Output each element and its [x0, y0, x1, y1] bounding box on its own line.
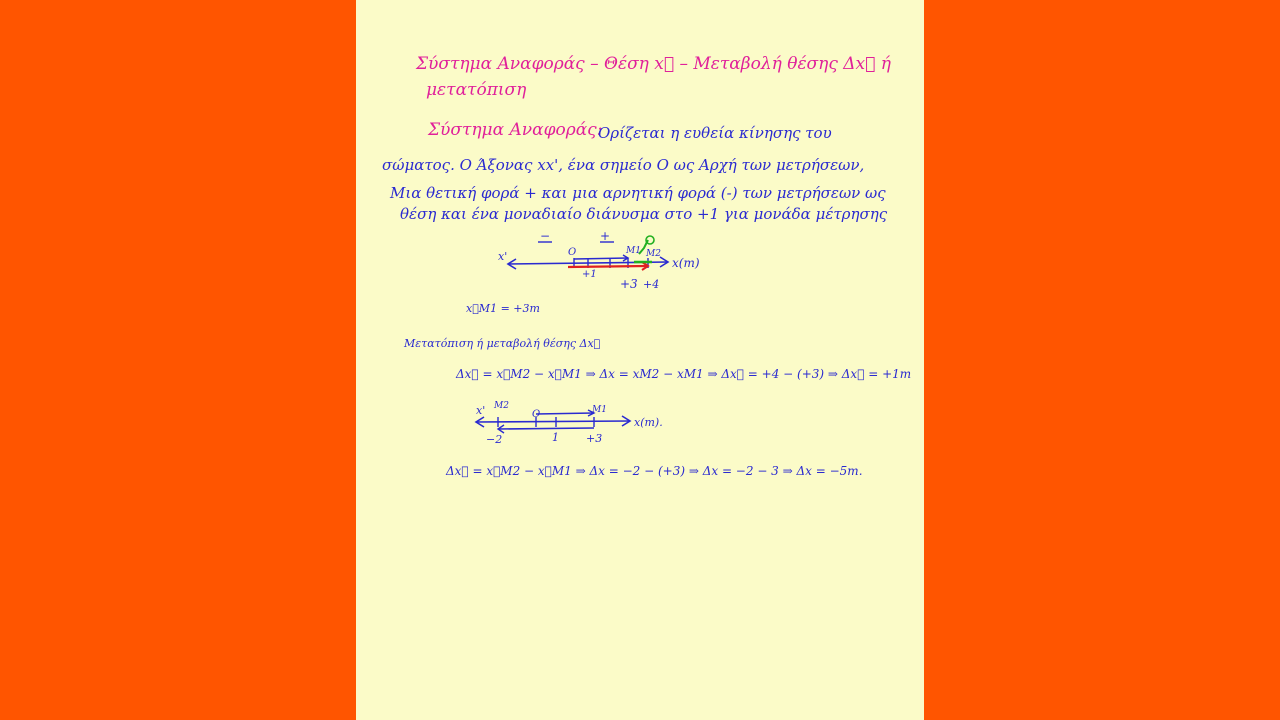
definition-line-3: Μια θετική φορά + και μια αρνητική φορά (-) των μετρήσεων ως: [390, 184, 886, 202]
axis-line-2: [476, 421, 630, 422]
vector-o-to-m1: [536, 413, 594, 414]
tick-label-plus3-2: +3: [586, 432, 603, 445]
definition-line-2: σώματος. Ο Άξονας xx', ένα σημείο Ο ως Αρχή των μετρήσεων,: [382, 156, 865, 174]
definition-heading: Σύστημα Αναφοράς:: [428, 120, 603, 140]
displacement-axis-diagram: [356, 0, 924, 720]
axis-label-2: x(m).: [634, 416, 663, 429]
tick-label-plus1: +1: [582, 269, 597, 280]
position-example: x⃗M1 = +3m: [466, 302, 540, 315]
notebook-page: [356, 0, 924, 720]
tick-label-1: 1: [552, 431, 559, 444]
tick-label-plus4: +4: [643, 278, 660, 291]
displacement-equation-2: Δx⃗ = x⃗M2 − x⃗M1 ⇒ Δx = −2 − (+3) ⇒ Δx = −2 − 3 ⇒ Δx = −5m.: [446, 464, 863, 478]
origin-label: O: [568, 247, 577, 258]
m1-label-2: M1: [592, 405, 607, 415]
tick-label-minus2: −2: [486, 433, 503, 446]
axis-label: x(m): [672, 256, 700, 270]
m1-label: M1: [626, 246, 641, 256]
plus-direction-label: +: [600, 229, 611, 243]
displacement-equation-1: Δx⃗ = x⃗M2 − x⃗M1 ⇒ Δx = xM2 − xM1 ⇒ Δx⃗ = +4 − (+3) ⇒ Δx⃗ = +1m: [456, 367, 912, 381]
m2-label-2: M2: [494, 401, 509, 411]
origin-label-2: O: [532, 409, 541, 420]
definition-line-1: Ορίζεται η ευθεία κίνησης του: [598, 124, 832, 142]
m2-label: M2: [646, 249, 661, 259]
definition-line-4: θέση και ένα μοναδιαίο διάνυσμα στο +1 για μονάδα μέτρησης: [400, 205, 888, 223]
vector-m1-to-m2: [498, 428, 594, 429]
minus-direction-label: −: [540, 229, 551, 243]
page-title-continued: μετατόπιση: [426, 80, 527, 100]
tick-label-plus3: +3: [620, 277, 638, 291]
x-prime-label: x': [498, 250, 508, 263]
displacement-heading: Μετατόπιση ή μεταβολή θέσης Δx⃗: [404, 337, 601, 350]
x-prime-label-2: x': [476, 404, 486, 417]
page-title: Σύστημα Αναφοράς – Θέση x⃗ – Μεταβολή θέσης Δx⃗ ή: [416, 54, 891, 74]
